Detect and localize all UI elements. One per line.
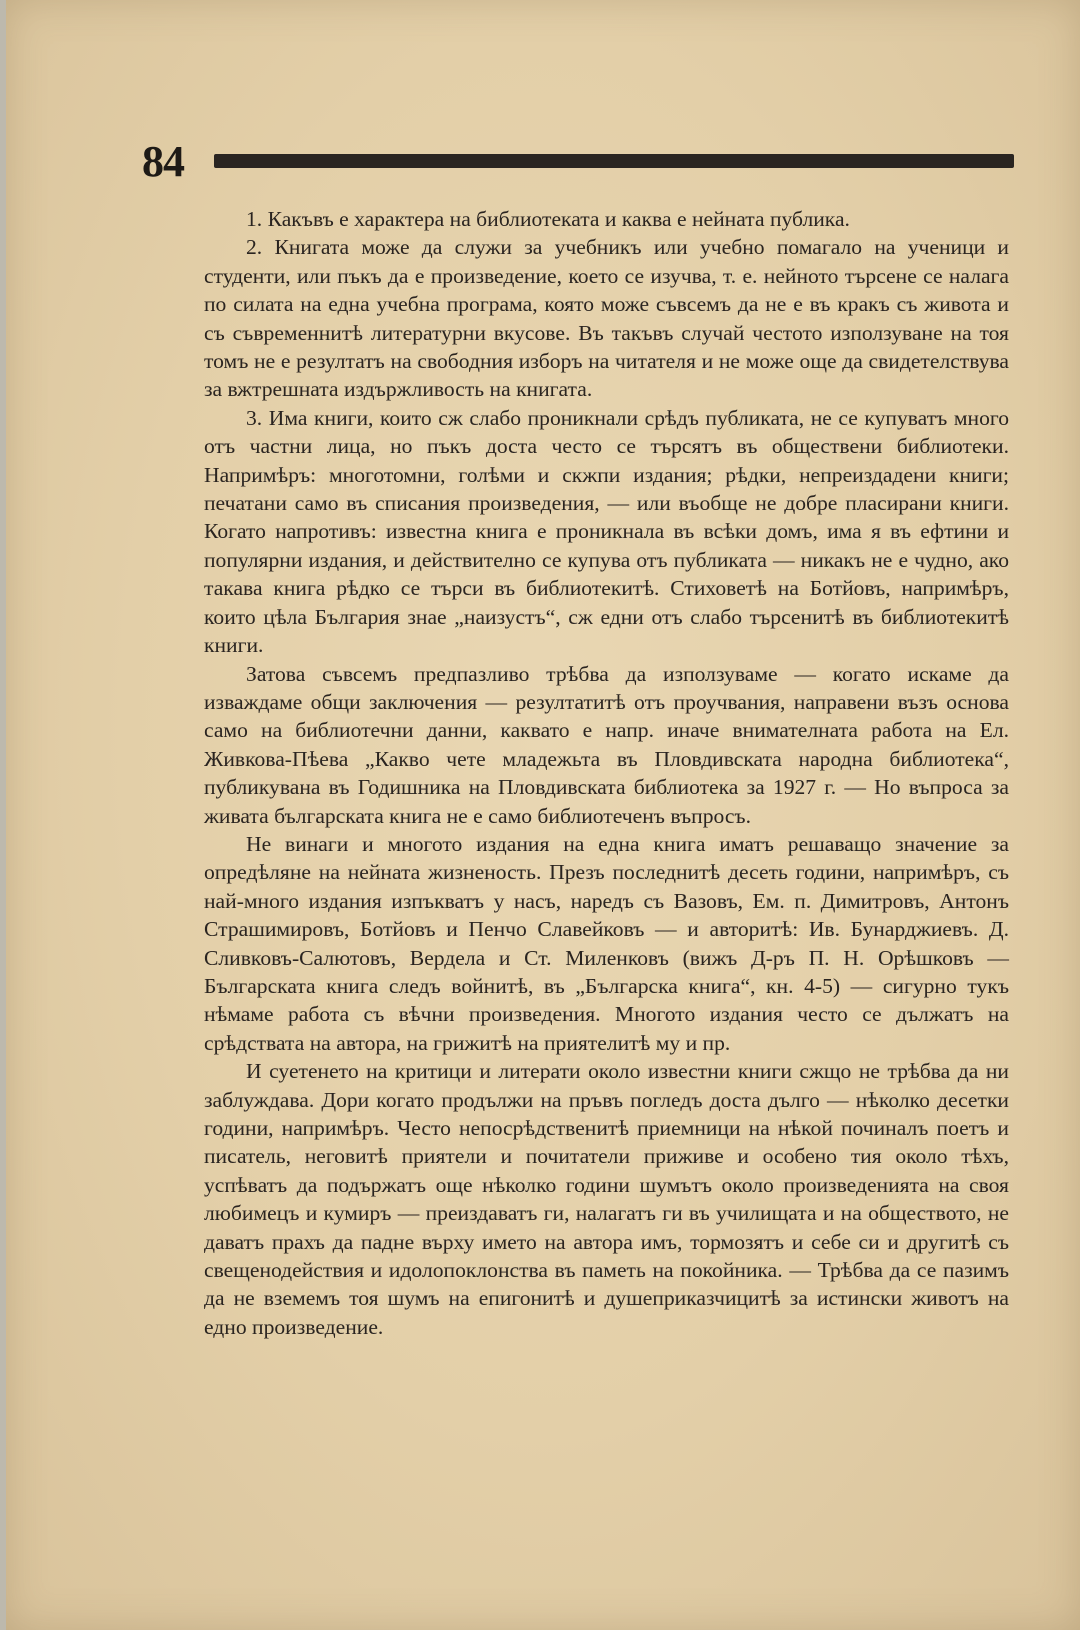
paragraph-1: 1. Какъвъ е характера на библиотеката и каква е нейната публика. <box>246 207 850 231</box>
paragraph-3: 3. Има книги, които сж слабо проникнали срѣдъ публиката, не се купуватъ много отъ частни лица, но пъкъ доста често се търсятъ въ обществени библиотеки. Напримѣръ: многотомни, голѣми и скжпи издания; рѣдки, непреиздадени книги; печатани само въ списания произведения, — или въобще не добре пласирани книги. Когато напротивъ: известна книга е проникнала въ всѣки домъ, има я въ ефтини и популярни издания, и действително се купува отъ публиката — никакъ не е чудно, ако такава книга рѣдко се търси въ библиотекитѣ. Стиховетѣ на Ботйовъ, напримѣръ, които цѣла България знае „наизустъ“, сж едни отъ слабо търсенитѣ въ библиотекитѣ книги. <box>204 405 1009 658</box>
body-text <box>204 205 1009 1341</box>
paragraph-6: И суетенето на критици и литерати около известни книги сжщо не трѣбва да ни заблуждава. Дори когато продължи на пръвъ погледъ доста дълго — нѣколко десетки години, напримѣръ. Често непосрѣдственитѣ приемници на нѣкой починалъ поетъ и писатель, неговитѣ приятели и почитатели приживе и особено тия около тѣхъ, успѣватъ да подържатъ още нѣколко години шумътъ около произведенията на своя любимецъ и кумиръ — преиздаватъ ги, налагатъ ги въ училищата и на обществото, не даватъ прахъ да падне върху името на автора имъ, тормозятъ и себе си и другитѣ съ свещенодействия и идолопоклонства въ паметь на покойника. — Трѣбва да се пазимъ да не вземемъ тоя шумъ на епигонитѣ и душеприказчицитѣ за истински животъ на едно произведение. <box>204 1059 1009 1339</box>
paragraph-4: Затова съвсемъ предпазливо трѣбва да използуваме — когато искаме да изваждаме общи заключения — резултатитѣ отъ проучвания, направени възъ основа само на библиотечни данни, каквато е напр. иначе внимателната работа на Ел. Живкова-Пѣева „Какво чете младежьта въ Пловдивската народна библиотека“, публикувана въ Годишника на Пловдивската библиотека за 1927 г. — Но въпроса за живата българската книга не е само библиотеченъ въпросъ. <box>204 661 1009 828</box>
page-header <box>142 136 1014 186</box>
header-rule <box>214 154 1014 168</box>
page-number: 84 <box>142 137 184 186</box>
paragraph-2: 2. Книгата може да служи за учебникъ или учебно помагало на ученици и студенти, или пъкъ да е произведение, което се изучва, т. е. нейното търсене се налага по силата на една учебна програма, която може съвсемъ да не е въ кракъ съ живота и съ съвременнитѣ литературни вкусове. Въ такъвъ случай честото използуване на тоя томъ не е резултатъ на свободния изборъ на читателя и не може още да свидетелствува за вжтрешната издържливость на книгата. <box>204 235 1009 402</box>
book-page <box>6 0 1080 1630</box>
paragraph-5: Не винаги и многото издания на една книга иматъ решаващо значение за опредѣляне на нейната жизненость. Презъ последнитѣ десеть години, напримѣръ, съ най-много издания изпъкватъ у насъ, наредъ съ Вазовъ, Ем. п. Димитровъ, Антонъ Страшимировъ, Ботйовъ и Пенчо Славейковъ — и авторитѣ: Ив. Бунарджиевъ. Д. Сливковъ-Салютовъ, Вердела и Ст. Миленковъ (вижъ Д-ръ П. Н. Орѣшковъ — Българската книга следъ войнитѣ, въ „Българска книга“, кн. 4-5) — сигурно тукъ нѣмаме работа съ вѣчни произведения. Многото издания често се дължатъ на срѣдствата на автора, на грижитѣ на приятелитѣ му и пр. <box>204 831 1009 1055</box>
